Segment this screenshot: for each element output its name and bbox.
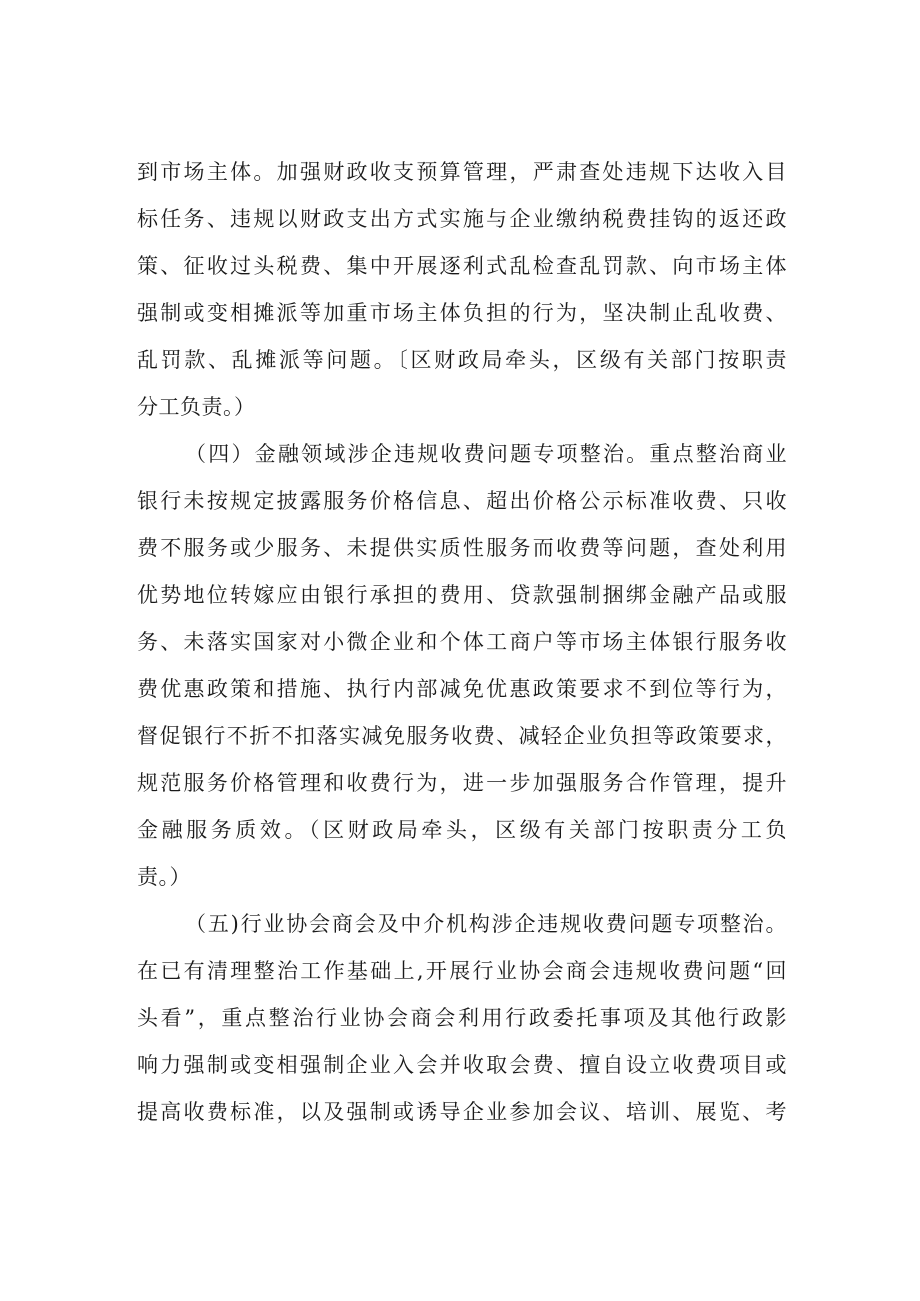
paragraph-line: 银行未按规定披露服务价格信息、超出价格公示标准收费、只收	[137, 489, 787, 513]
paragraph-line: 优势地位转嫁应由银行承担的费用、贷款强制捆绑金融产品或服	[137, 583, 787, 607]
section-heading-line: （五)行业协会商会及中介机构涉企违规收费问题专项整治。	[185, 912, 787, 936]
paragraph-line: 费优惠政策和措施、执行内部减免优惠政策要求不到位等行为，	[137, 677, 787, 701]
paragraph-line: 乱罚款、乱摊派等问题。〔区财政局牵头，区级有关部门按职责	[137, 348, 787, 372]
paragraph-line: 提高收费标准，以及强制或诱导企业参加会议、培训、展览、考	[137, 1100, 787, 1124]
paragraph-line: 务、未落实国家对小微企业和个体工商户等市场主体银行服务收	[137, 630, 787, 654]
paragraph-line: 响力强制或变相强制企业入会并收取会费、擅自设立收费项目或	[137, 1053, 787, 1077]
paragraph-line: 规范服务价格管理和收费行为，进一步加强服务合作管理，提升	[137, 771, 787, 795]
paragraph-line: 头看”，重点整治行业协会商会利用行政委托事项及其他行政影	[137, 1006, 787, 1030]
paragraph-line: 到市场主体。加强财政收支预算管理，严肃查处违规下达收入目	[137, 160, 787, 184]
paragraph-line: 费不服务或少服务、未提供实质性服务而收费等问题，查处利用	[137, 536, 787, 560]
paragraph-line: 强制或变相摊派等加重市场主体负担的行为，坚决制止乱收费、	[137, 301, 787, 325]
paragraph-line: 金融服务质效。（区财政局牵头，区级有关部门按职责分工负	[137, 818, 787, 842]
section-heading-line: （四）金融领域涉企违规收费问题专项整治。重点整治商业	[185, 442, 787, 466]
paragraph-line: 督促银行不折不扣落实减免服务收费、减轻企业负担等政策要求，	[137, 724, 787, 748]
paragraph-line: 责。）	[137, 865, 191, 889]
paragraph-line: 分工负责。）	[137, 395, 256, 419]
paragraph-line: 标任务、违规以财政支出方式实施与企业缴纳税费挂钩的返还政	[137, 207, 787, 231]
paragraph-line: 在已有清理整治工作基础上,开展行业协会商会违规收费问题“回	[137, 959, 787, 983]
paragraph-line: 策、征收过头税费、集中开展逐利式乱检查乱罚款、向市场主体	[137, 254, 787, 278]
